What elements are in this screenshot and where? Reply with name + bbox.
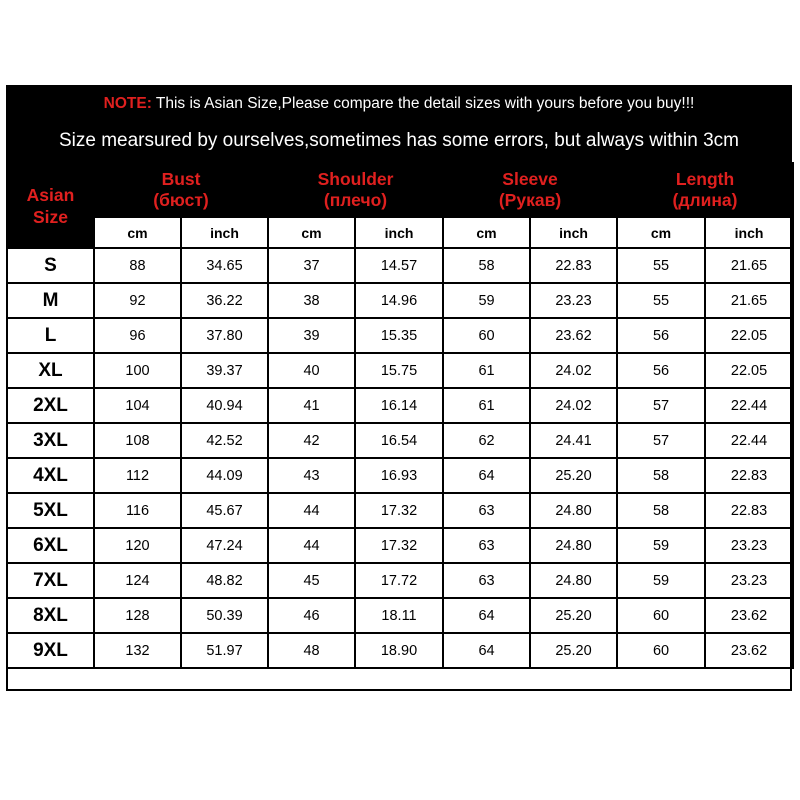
measurement-cell: 128 — [94, 598, 181, 633]
measurement-cell: 37.80 — [181, 318, 268, 353]
measurement-cell: 22.83 — [705, 493, 793, 528]
measurement-cell: 59 — [617, 528, 705, 563]
table-row — [7, 423, 793, 458]
measurement-cell: 60 — [617, 598, 705, 633]
measurement-cell: 23.62 — [705, 598, 793, 633]
measurement-cell: 124 — [94, 563, 181, 598]
table-row — [7, 388, 793, 423]
measurement-cell: 24.80 — [530, 493, 617, 528]
measurement-cell: 60 — [443, 318, 530, 353]
length-header — [617, 163, 793, 217]
measurement-cell: 58 — [617, 493, 705, 528]
measurement-cell: 23.23 — [705, 563, 793, 598]
asian-size-header — [7, 163, 94, 248]
measurement-cell: 42 — [268, 423, 355, 458]
measurement-cell: 25.20 — [530, 598, 617, 633]
measurement-cell: 108 — [94, 423, 181, 458]
group-name: Bust — [161, 169, 201, 189]
measurement-cell: 59 — [443, 283, 530, 318]
shoulder-header — [268, 163, 443, 217]
asian-size-header-line: Size — [32, 206, 69, 227]
measurement-cell: 39.37 — [181, 353, 268, 388]
measurement-cell: 24.02 — [530, 388, 617, 423]
size-label-cell: 6XL — [7, 528, 94, 563]
measurement-cell: 48.82 — [181, 563, 268, 598]
measurement-cell: 132 — [94, 633, 181, 668]
measurement-cell: 39 — [268, 318, 355, 353]
measurement-cell: 18.11 — [355, 598, 443, 633]
unit-header-cell: inch — [530, 217, 617, 248]
asian-size-header-line: Asian — [26, 184, 75, 205]
measurement-cell: 24.41 — [530, 423, 617, 458]
measurement-cell: 17.32 — [355, 493, 443, 528]
measurement-cell: 14.96 — [355, 283, 443, 318]
measurement-cell: 23.62 — [705, 633, 793, 668]
table-row — [7, 528, 793, 563]
measurement-cell: 62 — [443, 423, 530, 458]
measurement-cell: 63 — [443, 493, 530, 528]
measurement-cell: 22.83 — [705, 458, 793, 493]
size-label-cell: S — [7, 248, 94, 283]
measurement-cell: 44.09 — [181, 458, 268, 493]
measurement-cell: 47.24 — [181, 528, 268, 563]
measurement-cell: 56 — [617, 318, 705, 353]
size-rows — [7, 248, 793, 668]
measurement-cell: 21.65 — [705, 248, 793, 283]
measurement-cell: 22.44 — [705, 423, 793, 458]
measurement-cell: 61 — [443, 353, 530, 388]
measurement-cell: 16.54 — [355, 423, 443, 458]
measurement-cell: 48 — [268, 633, 355, 668]
measurement-cell: 18.90 — [355, 633, 443, 668]
measurement-cell: 25.20 — [530, 633, 617, 668]
measurement-cell: 51.97 — [181, 633, 268, 668]
measurement-cell: 24.80 — [530, 528, 617, 563]
bust-header — [94, 163, 268, 217]
table-row — [7, 353, 793, 388]
measurement-cell: 56 — [617, 353, 705, 388]
measurement-cell: 42.52 — [181, 423, 268, 458]
measurement-cell: 23.23 — [705, 528, 793, 563]
measurement-cell: 16.14 — [355, 388, 443, 423]
unit-header-cell: inch — [181, 217, 268, 248]
measurement-cell: 64 — [443, 458, 530, 493]
sleeve-header — [443, 163, 617, 217]
measurement-cell: 43 — [268, 458, 355, 493]
measurement-cell: 40 — [268, 353, 355, 388]
measurement-cell: 17.72 — [355, 563, 443, 598]
measurement-cell: 24.02 — [530, 353, 617, 388]
note-line — [6, 95, 792, 113]
measurement-cell: 100 — [94, 353, 181, 388]
measurement-cell: 25.20 — [530, 458, 617, 493]
group-sub: (длина) — [672, 190, 738, 210]
unit-header-cell: cm — [268, 217, 355, 248]
table-row — [7, 458, 793, 493]
measurement-cell: 38 — [268, 283, 355, 318]
group-sub: (бюст) — [153, 190, 209, 210]
table-row — [7, 248, 793, 283]
note-label: NOTE: — [103, 95, 152, 112]
measurement-cell: 96 — [94, 318, 181, 353]
measurement-cell: 104 — [94, 388, 181, 423]
size-label-cell: M — [7, 283, 94, 318]
measurement-cell: 58 — [617, 458, 705, 493]
measurement-cell: 50.39 — [181, 598, 268, 633]
measurement-cell: 15.35 — [355, 318, 443, 353]
unit-header-cell: cm — [443, 217, 530, 248]
size-label-cell: L — [7, 318, 94, 353]
measurement-cell: 40.94 — [181, 388, 268, 423]
measurement-cell: 64 — [443, 633, 530, 668]
measurement-cell: 55 — [617, 283, 705, 318]
group-name: Length — [675, 169, 735, 189]
measurement-cell: 23.23 — [530, 283, 617, 318]
measurement-cell: 46 — [268, 598, 355, 633]
size-label-cell: 8XL — [7, 598, 94, 633]
size-table — [6, 162, 794, 669]
table-row — [7, 493, 793, 528]
measurement-disclaimer: Size mearsured by ourselves,sometimes has some errors, but always within 3cm — [58, 130, 740, 151]
measurement-cell: 64 — [443, 598, 530, 633]
table-row — [7, 283, 793, 318]
measurement-cell: 22.05 — [705, 353, 793, 388]
size-label-cell: 3XL — [7, 423, 94, 458]
measurement-cell: 23.62 — [530, 318, 617, 353]
unit-header-row — [7, 217, 793, 248]
measurement-cell: 34.65 — [181, 248, 268, 283]
measurement-cell: 88 — [94, 248, 181, 283]
measurement-cell: 37 — [268, 248, 355, 283]
measurement-cell: 17.32 — [355, 528, 443, 563]
unit-header-cell: inch — [355, 217, 443, 248]
measurement-cell: 59 — [617, 563, 705, 598]
group-sub: (плечо) — [323, 190, 388, 210]
size-label-cell: XL — [7, 353, 94, 388]
measurement-cell: 92 — [94, 283, 181, 318]
unit-header-cell: cm — [617, 217, 705, 248]
measurement-cell: 22.44 — [705, 388, 793, 423]
measurement-cell: 45.67 — [181, 493, 268, 528]
table-row — [7, 563, 793, 598]
measurement-cell: 22.05 — [705, 318, 793, 353]
measurement-cell: 24.80 — [530, 563, 617, 598]
size-chart — [6, 85, 792, 691]
measurement-cell: 63 — [443, 528, 530, 563]
measurement-cell: 44 — [268, 528, 355, 563]
measurement-cell: 57 — [617, 423, 705, 458]
measurement-cell: 120 — [94, 528, 181, 563]
size-label-cell: 2XL — [7, 388, 94, 423]
table-row — [7, 318, 793, 353]
measurement-cell: 116 — [94, 493, 181, 528]
measurement-cell: 16.93 — [355, 458, 443, 493]
unit-header-cell: cm — [94, 217, 181, 248]
measurement-cell: 58 — [443, 248, 530, 283]
size-label-cell: 5XL — [7, 493, 94, 528]
measurement-cell: 63 — [443, 563, 530, 598]
group-name: Shoulder — [317, 169, 394, 189]
size-label-cell: 9XL — [7, 633, 94, 668]
measurement-cell: 15.75 — [355, 353, 443, 388]
group-name: Sleeve — [502, 169, 558, 189]
group-header-row — [7, 163, 793, 217]
group-sub: (Рукав) — [498, 190, 562, 210]
note-text: This is Asian Size,Please compare the detail sizes with yours before you buy!!! — [151, 95, 695, 112]
table-row — [7, 598, 793, 633]
table-row — [7, 633, 793, 668]
measurement-cell: 61 — [443, 388, 530, 423]
measurement-cell: 36.22 — [181, 283, 268, 318]
measurement-cell: 57 — [617, 388, 705, 423]
measurement-cell: 112 — [94, 458, 181, 493]
measurement-cell: 21.65 — [705, 283, 793, 318]
measurement-cell: 60 — [617, 633, 705, 668]
measurement-cell: 41 — [268, 388, 355, 423]
size-label-cell: 4XL — [7, 458, 94, 493]
notice-banner — [6, 85, 792, 162]
unit-header-cell: inch — [705, 217, 793, 248]
measurement-cell: 55 — [617, 248, 705, 283]
size-label-cell: 7XL — [7, 563, 94, 598]
measurement-cell: 14.57 — [355, 248, 443, 283]
measurement-cell: 44 — [268, 493, 355, 528]
measurement-cell: 22.83 — [530, 248, 617, 283]
measurement-cell: 45 — [268, 563, 355, 598]
